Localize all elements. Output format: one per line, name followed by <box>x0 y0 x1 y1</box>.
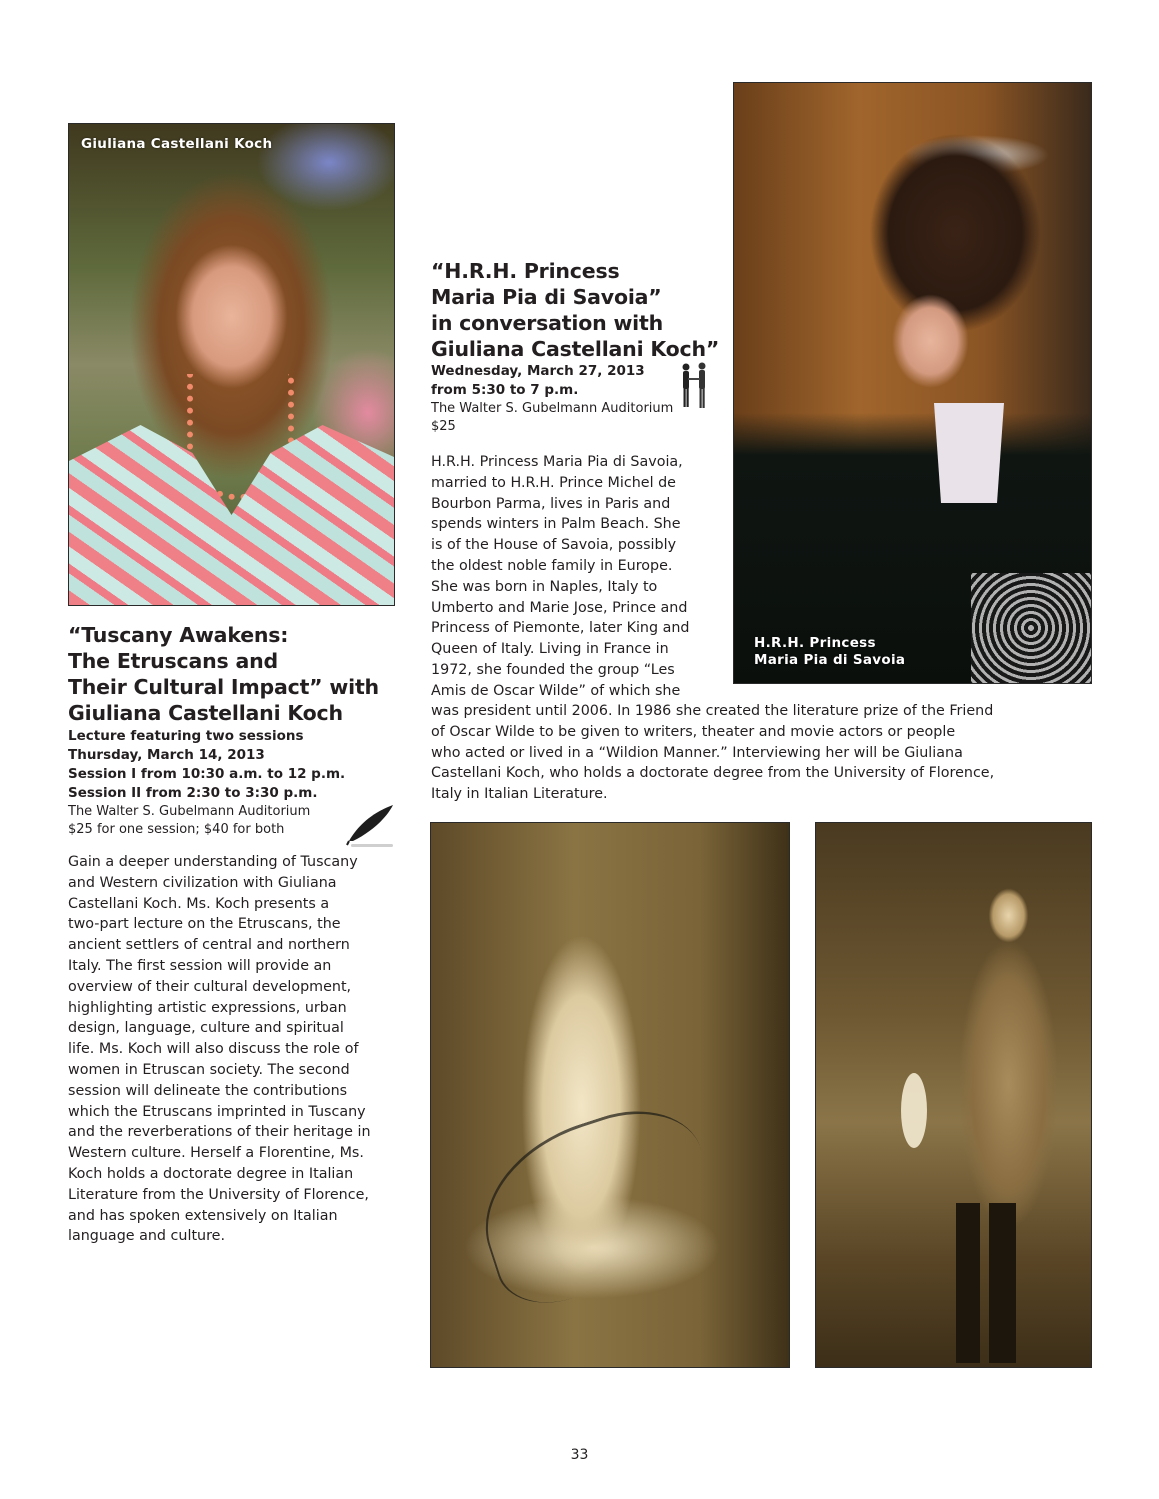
event-price: $25 <box>431 419 456 434</box>
event-session-2: Session II from 2:30 to 3:30 p.m. <box>68 785 318 801</box>
event-koch-description <box>68 852 398 1247</box>
text-line: Princess of Piemonte, later King and <box>431 620 690 637</box>
event-princess-header <box>431 258 731 436</box>
photo-caption <box>754 635 905 669</box>
text-line: the oldest noble family in Europe. <box>431 557 673 574</box>
text-line: and has spoken extensively on Italian <box>68 1207 338 1224</box>
text-line: design, language, culture and spiritual <box>68 1020 344 1037</box>
text-line: was president until 2006. In 1986 she created the literature prize of the Friend <box>431 703 994 719</box>
text-line: ancient settlers of central and northern <box>68 937 350 954</box>
text-line: Queen of Italy. Living in France in <box>431 641 669 658</box>
title-line: in conversation with <box>431 311 664 335</box>
text-line: Bourbon Parma, lives in Paris and <box>431 495 671 512</box>
title-line: “Tuscany Awakens: <box>68 623 289 647</box>
gown-detail <box>934 403 1004 503</box>
description-paragraph <box>431 452 731 702</box>
text-line: and Western civilization with Giuliana <box>68 874 337 891</box>
title-line: Giuliana Castellani Koch” <box>431 337 720 361</box>
plume-detail <box>901 1073 927 1148</box>
event-date: Wednesday, March 27, 2013 <box>431 363 645 379</box>
caption-line: H.R.H. Princess <box>754 635 876 651</box>
event-princess-description-continued <box>431 701 1071 805</box>
photo-princess-maria-pia <box>733 82 1092 684</box>
text-line: session will delineate the contributions <box>68 1082 348 1099</box>
title-line: “H.R.H. Princess <box>431 259 620 283</box>
text-line: two-part lecture on the Etruscans, the <box>68 916 341 933</box>
text-line: is of the House of Savoia, possibly <box>431 537 677 554</box>
text-line: 1972, she founded the group “Les <box>431 661 675 678</box>
text-line: Western culture. Herself a Florentine, Ms. <box>68 1145 364 1162</box>
photo-caption: Giuliana Castellani Koch <box>81 136 273 152</box>
event-princess-description <box>431 452 731 702</box>
fur-detail <box>971 573 1091 683</box>
text-line: life. Ms. Koch will also discuss the role of <box>68 1041 359 1058</box>
text-line: women in Etruscan society. The second <box>68 1061 350 1078</box>
photo-sepia-bride-signed <box>430 822 790 1368</box>
text-line: and the reverberations of their heritage in <box>68 1124 371 1141</box>
signature-detail <box>461 1091 732 1318</box>
title-line: The Etruscans and <box>68 649 278 673</box>
text-line: Italy in Italian Literature. <box>431 786 608 803</box>
caption-line: Maria Pia di Savoia <box>754 652 906 668</box>
text-line: which the Etruscans imprinted in Tuscany <box>68 1103 366 1120</box>
text-line: who acted or lived in a “Wildion Manner.” Interviewing her will be Giuliana <box>431 744 963 761</box>
quill-pen-icon <box>343 801 397 849</box>
text-line: Amis de Oscar Wilde” of which she <box>431 682 681 699</box>
photo-giuliana-castellani-koch <box>68 123 395 606</box>
text-line: Gain a deeper understanding of Tuscany <box>68 854 358 870</box>
text-line: spends winters in Palm Beach. She <box>431 516 681 533</box>
event-venue: The Walter S. Gubelmann Auditorium <box>68 804 311 819</box>
event-time: from 5:30 to 7 p.m. <box>431 382 579 398</box>
event-subtitle: Lecture featuring two sessions <box>68 728 304 744</box>
description-paragraph <box>431 701 1071 805</box>
description-paragraph <box>68 852 398 1247</box>
text-line: Castellani Koch, who holds a doctorate degree from the University of Florence, <box>431 765 995 782</box>
text-line: overview of their cultural development, <box>68 978 352 995</box>
text-line: highlighting artistic expressions, urban <box>68 999 347 1016</box>
event-session-1: Session I from 10:30 a.m. to 12 p.m. <box>68 766 346 782</box>
event-price: $25 for one session; $40 for both <box>68 822 285 837</box>
text-line: Literature from the University of Florence, <box>68 1186 369 1203</box>
text-line: Italy. The first session will provide an <box>68 957 332 974</box>
text-line: She was born in Naples, Italy to <box>431 578 658 595</box>
text-line: Koch holds a doctorate degree in Italian <box>68 1165 354 1182</box>
event-date: Thursday, March 14, 2013 <box>68 747 265 763</box>
page-number: 33 <box>570 1447 589 1463</box>
text-line: language and culture. <box>68 1228 226 1245</box>
title-line: Maria Pia di Savoia” <box>431 285 662 309</box>
photo-sepia-officer <box>815 822 1092 1368</box>
event-venue: The Walter S. Gubelmann Auditorium <box>431 401 674 416</box>
text-line: married to H.R.H. Prince Michel de <box>431 474 676 491</box>
event-title <box>68 622 398 726</box>
text-line: H.R.H. Princess Maria Pia di Savoia, <box>431 454 683 470</box>
event-title <box>431 258 731 362</box>
text-line: of Oscar Wilde to be given to writers, theater and movie actors or people <box>431 723 956 740</box>
title-line: Giuliana Castellani Koch <box>68 701 343 725</box>
title-line: Their Cultural Impact” with <box>68 675 379 699</box>
text-line: Umberto and Marie Jose, Prince and <box>431 599 688 616</box>
two-people-icon <box>678 362 710 408</box>
text-line: Castellani Koch. Ms. Koch presents a <box>68 895 330 912</box>
boots-detail <box>956 1203 1016 1363</box>
